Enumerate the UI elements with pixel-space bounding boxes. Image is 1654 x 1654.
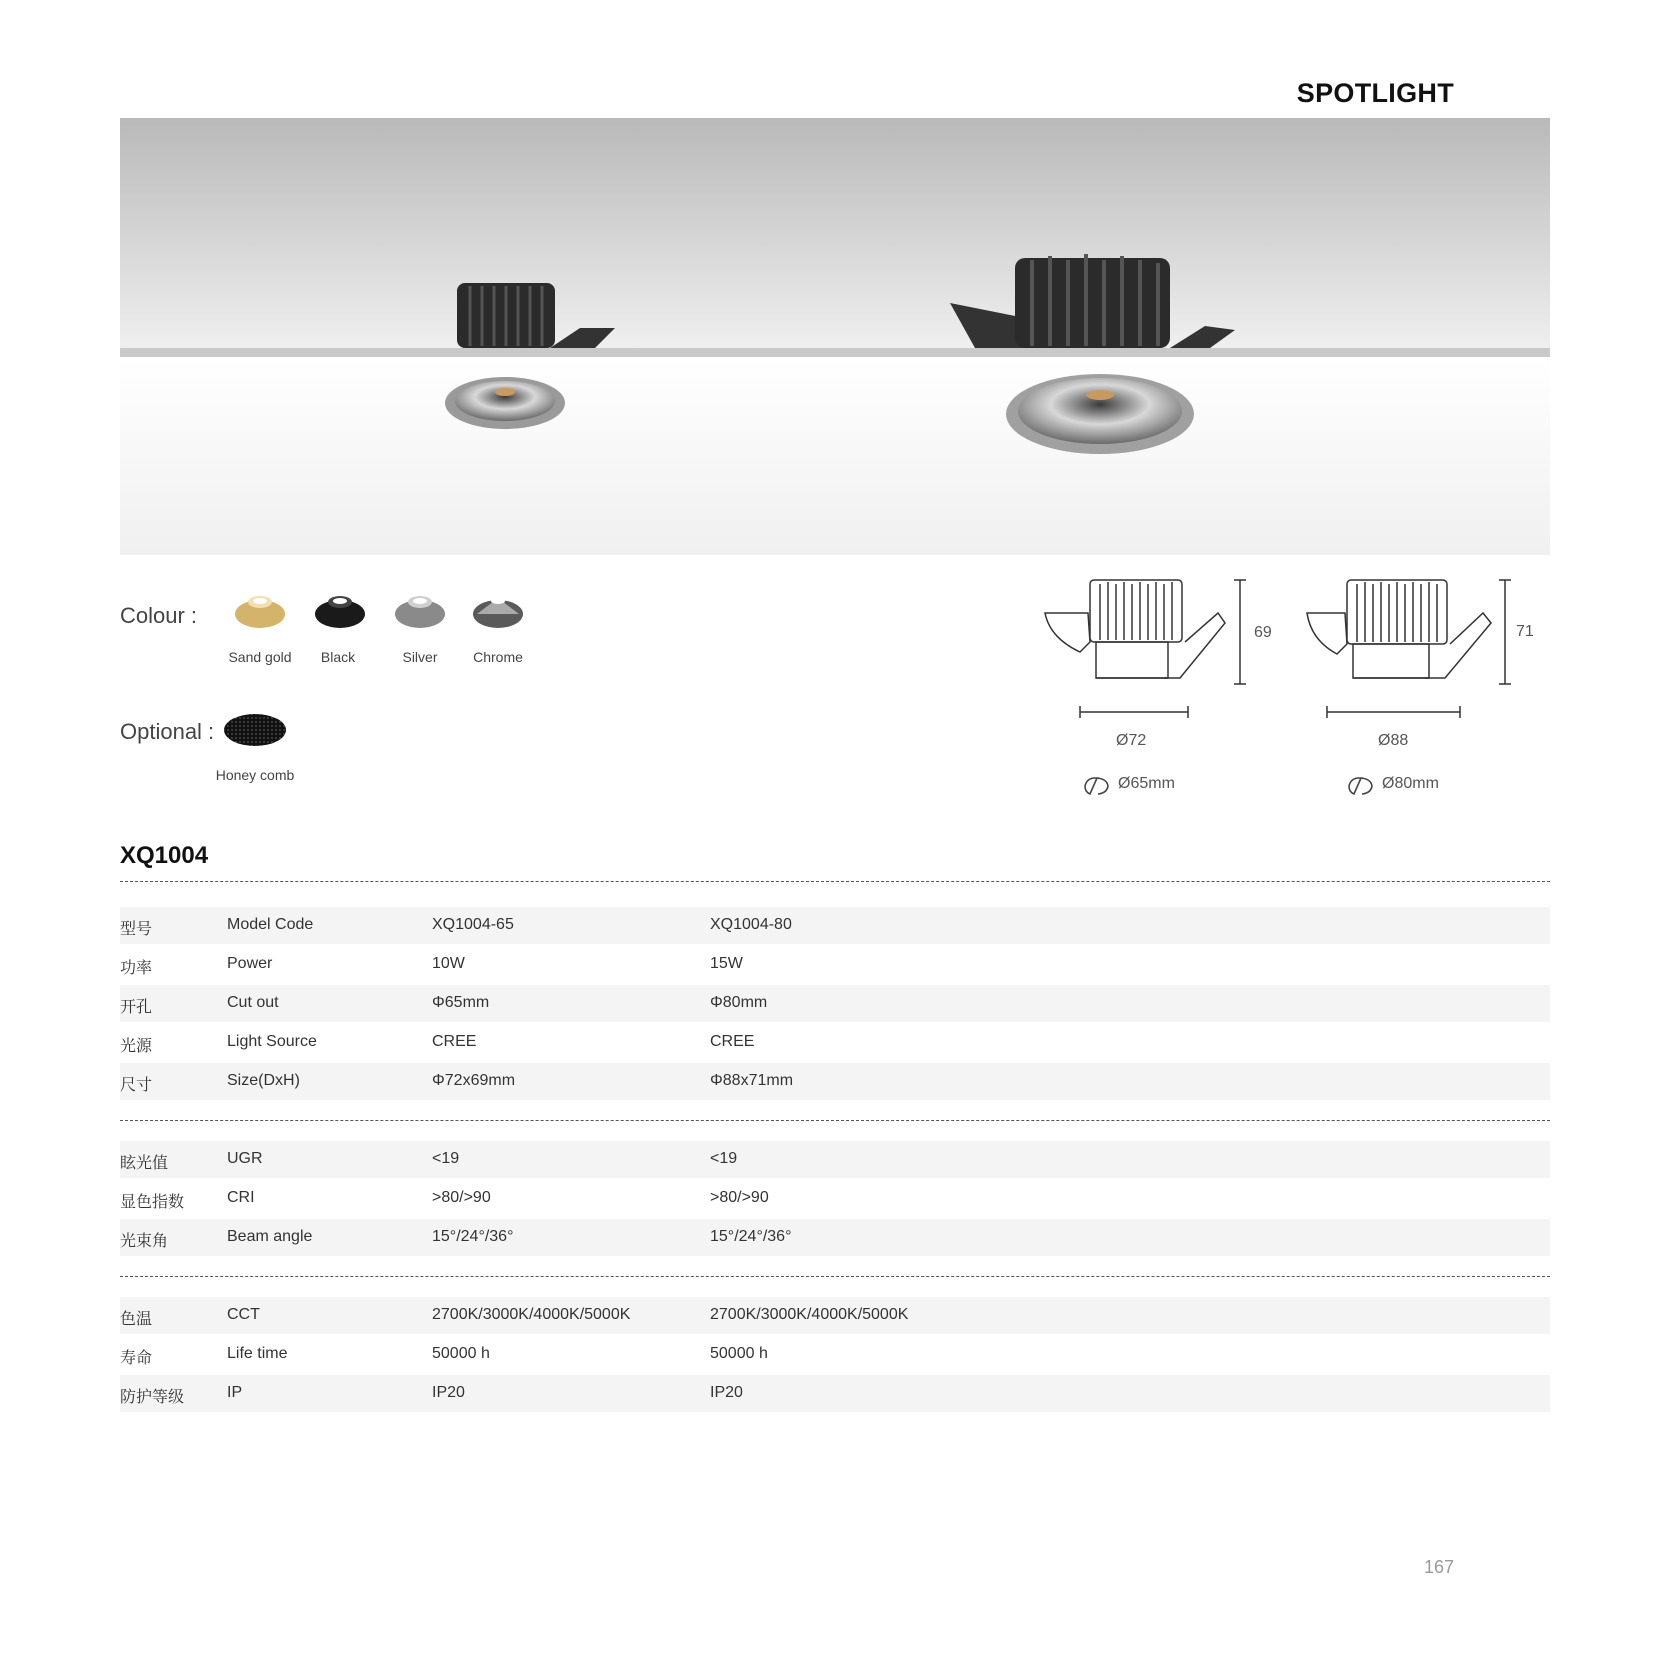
spec-en: Light Source <box>227 1033 317 1050</box>
swatch-label: Silver <box>402 649 438 665</box>
swatch-label: Black <box>320 649 356 665</box>
spec-row <box>120 1180 1550 1217</box>
swatch-chrome-icon <box>471 590 525 635</box>
diameter-label: Ø88 <box>1378 732 1409 749</box>
spec-zh: 色温 <box>120 1311 153 1328</box>
page-number: 167 <box>1423 1557 1454 1577</box>
spec-value-1: Φ65mm <box>432 994 490 1011</box>
swatch-silver-icon <box>393 590 447 635</box>
spec-en: Size(DxH) <box>227 1072 300 1089</box>
spec-value-2: Φ88x71mm <box>710 1072 794 1089</box>
spec-zh: 功率 <box>120 960 153 977</box>
spec-value-1: CREE <box>432 1033 477 1050</box>
spec-value-1: 2700K/3000K/4000K/5000K <box>432 1306 631 1323</box>
cutout-icon <box>1082 775 1112 802</box>
spec-row <box>120 1219 1550 1256</box>
spec-value-1: 10W <box>432 955 465 972</box>
spec-zh: 眩光值 <box>120 1155 169 1172</box>
optional-label: Optional : <box>120 719 215 744</box>
spec-value-1: IP20 <box>432 1384 465 1401</box>
spec-zh: 型号 <box>120 921 153 938</box>
spec-row <box>120 1375 1550 1412</box>
honeycomb-icon <box>222 712 288 753</box>
spec-row <box>120 946 1550 983</box>
swatch-sand-gold-icon <box>233 590 287 635</box>
spec-value-1: <19 <box>432 1150 460 1167</box>
height-label: 71 <box>1516 623 1534 640</box>
spec-value-2: Φ80mm <box>710 994 768 1011</box>
spec-value-2: <19 <box>710 1150 738 1167</box>
spec-value-1: 50000 h <box>432 1345 490 1362</box>
spec-en: UGR <box>227 1150 263 1167</box>
spec-en: CRI <box>227 1189 255 1206</box>
spec-value-1: >80/>90 <box>432 1189 491 1206</box>
divider <box>120 1276 1550 1277</box>
spec-zh: 光源 <box>120 1038 153 1055</box>
dimension-drawing-large <box>1305 578 1515 723</box>
cutout-label: Ø65mm <box>1118 775 1175 792</box>
spec-value-1: XQ1004-65 <box>432 916 514 933</box>
product-hero-image <box>120 118 1550 555</box>
spec-value-2: >80/>90 <box>710 1189 769 1206</box>
swatch-label: Sand gold <box>228 649 292 665</box>
dimension-drawing-small <box>1040 578 1250 723</box>
cutout-icon <box>1346 775 1376 802</box>
spec-zh: 尺寸 <box>120 1077 153 1094</box>
spec-en: Cut out <box>227 994 279 1011</box>
spec-zh: 寿命 <box>120 1350 153 1367</box>
divider <box>120 881 1550 882</box>
diameter-label: Ø72 <box>1116 732 1147 749</box>
spec-zh: 开孔 <box>120 999 153 1016</box>
optional-item-label: Honey comb <box>215 767 295 783</box>
spec-row <box>120 1063 1550 1100</box>
swatch-black-icon <box>313 590 367 635</box>
spec-row <box>120 1141 1550 1178</box>
spec-row <box>120 1024 1550 1061</box>
spec-zh: 显色指数 <box>120 1194 185 1211</box>
spec-en: CCT <box>227 1306 260 1323</box>
spec-en: Life time <box>227 1345 288 1362</box>
colour-label: Colour : <box>120 603 198 628</box>
spec-value-2: IP20 <box>710 1384 743 1401</box>
spec-value-2: 15°/24°/36° <box>710 1228 792 1245</box>
spec-zh: 防护等级 <box>120 1389 185 1406</box>
spec-row <box>120 907 1550 944</box>
spec-value-2: CREE <box>710 1033 755 1050</box>
section-title: SPOTLIGHT <box>1296 78 1454 108</box>
spec-zh: 光束角 <box>120 1233 169 1250</box>
spec-en: Beam angle <box>227 1228 313 1245</box>
spec-row <box>120 1336 1550 1373</box>
height-label: 69 <box>1254 624 1272 641</box>
spec-en: Power <box>227 955 273 972</box>
spec-value-1: Φ72x69mm <box>432 1072 516 1089</box>
spec-value-2: 2700K/3000K/4000K/5000K <box>710 1306 909 1323</box>
spec-value-2: XQ1004-80 <box>710 916 792 933</box>
spec-row <box>120 985 1550 1022</box>
swatch-label: Chrome <box>473 649 523 665</box>
spec-value-2: 15W <box>710 955 743 972</box>
spec-value-1: 15°/24°/36° <box>432 1228 514 1245</box>
model-title: XQ1004 <box>120 842 209 869</box>
spec-en: IP <box>227 1384 243 1401</box>
spec-row <box>120 1297 1550 1334</box>
cutout-label: Ø80mm <box>1382 775 1439 792</box>
divider <box>120 1120 1550 1121</box>
spec-en: Model Code <box>227 916 314 933</box>
spec-value-2: 50000 h <box>710 1345 768 1362</box>
